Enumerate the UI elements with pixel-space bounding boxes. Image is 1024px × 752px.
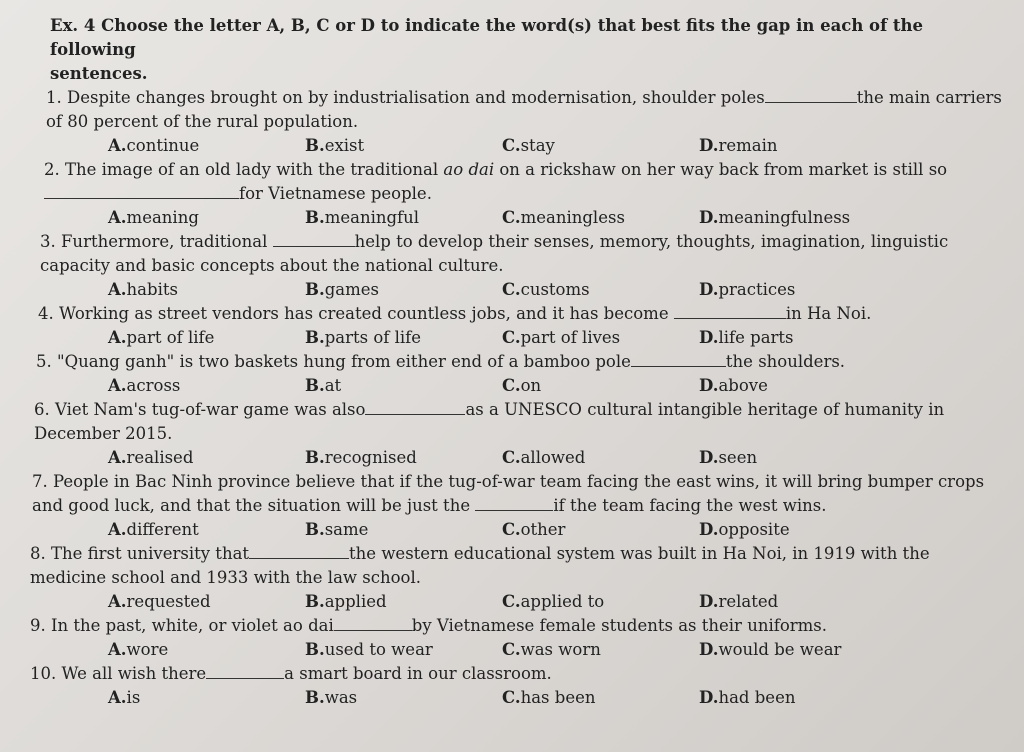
question-7-option-a: A.different	[108, 520, 199, 539]
question-8	[30, 542, 1010, 590]
question-9-option-b: B.used to wear	[305, 640, 433, 659]
question-5-option-c: C.on	[502, 376, 542, 395]
question-5-text-before: 5. "Quang ganh" is two baskets hung from either end of a bamboo pole	[36, 352, 631, 371]
question-10-option-d: D.had been	[699, 688, 796, 707]
question-1-options	[108, 134, 1010, 158]
question-10-option-c: C.has been	[502, 688, 596, 707]
question-1-text-after: the main carriers of 80 percent of the rural population.	[46, 88, 1002, 131]
question-3-option-c: C.customs	[502, 280, 590, 299]
question-7	[32, 470, 1010, 518]
question-3-text-before: 3. Furthermore, traditional	[40, 232, 268, 251]
question-8-option-d: D.related	[699, 592, 779, 611]
question-6-text-after: as a UNESCO cultural intangible heritage of humanity in December 2015.	[34, 400, 945, 443]
question-9-option-c: C.was worn	[502, 640, 601, 659]
question-4-option-d: D.life parts	[699, 328, 794, 347]
question-3-option-b: B.games	[305, 280, 379, 299]
question-9-option-a: A.wore	[108, 640, 169, 659]
question-7-option-b: B.same	[305, 520, 369, 539]
question-2-blank	[44, 184, 239, 199]
question-10-text-after: a smart board in our classroom.	[284, 664, 552, 683]
question-3-option-d: D.practices	[699, 280, 796, 299]
question-4-options	[108, 326, 1010, 350]
question-5-blank	[631, 352, 726, 367]
question-5-option-a: A.across	[108, 376, 181, 395]
question-7-option-d: D.opposite	[699, 520, 790, 539]
question-2-option-b: B.meaningful	[305, 208, 420, 227]
question-2-option-d: D.meaningfulness	[699, 208, 851, 227]
question-7-text-after: if the team facing the west wins.	[553, 496, 827, 515]
question-10	[30, 662, 1010, 686]
question-2	[44, 158, 1010, 206]
question-6-option-b: B.recognised	[305, 448, 417, 467]
question-5-options	[108, 374, 1010, 398]
question-8-option-a: A.requested	[108, 592, 211, 611]
question-7-option-c: C.other	[502, 520, 566, 539]
question-8-text-after: the western educational system was built in Ha Noi, in 1919 with the medicine school and 1933 with the law school.	[30, 544, 930, 587]
question-5-text-after: the shoulders.	[725, 352, 846, 371]
question-9-text-after: by Vietnamese female students as their uniforms.	[411, 616, 828, 635]
question-6-text-before: 6. Viet Nam's tug-of-war game was also	[34, 400, 366, 419]
question-1-text-before: 1. Despite changes brought on by industrialisation and modernisation, shoulder poles	[46, 88, 765, 107]
question-6-option-a: A.realised	[108, 448, 194, 467]
question-10-option-b: B.was	[305, 688, 358, 707]
question-7-blank	[475, 496, 553, 511]
question-8-text-before: 8. The first university that	[30, 544, 250, 563]
question-1-blank	[765, 88, 857, 103]
question-4-option-a: A.part of life	[108, 328, 215, 347]
question-5-option-b: B.at	[305, 376, 342, 395]
question-9	[30, 614, 1010, 638]
question-2-options	[108, 206, 1010, 230]
question-3-option-a: A.habits	[108, 280, 178, 299]
question-3	[40, 230, 1010, 278]
question-6-option-c: C.allowed	[502, 448, 586, 467]
question-9-options	[108, 638, 1010, 662]
question-8-option-b: B.applied	[305, 592, 387, 611]
question-2-text-middle: on a rickshaw on her way back from market is still so	[499, 160, 948, 179]
question-1-option-b: B.exist	[305, 136, 365, 155]
question-2-italic-term: ao dai	[443, 160, 495, 179]
question-3-blank	[273, 232, 355, 247]
question-5-option-d: D.above	[699, 376, 768, 395]
question-6	[34, 398, 1010, 446]
question-10-text-before: 10. We all wish there	[30, 664, 207, 683]
question-1-option-c: C.stay	[502, 136, 555, 155]
question-10-option-a: A.is	[108, 688, 141, 707]
question-4-text-before: 4. Working as street vendors has created countless jobs, and it has become	[38, 304, 669, 323]
question-4	[38, 302, 1010, 326]
question-8-option-c: C.applied to	[502, 592, 605, 611]
exercise-title	[50, 14, 1010, 86]
exercise-title-line-1: Ex. 4 Choose the letter A, B, C or D to indicate the word(s) that best fits the gap in each of the following	[50, 16, 924, 59]
question-4-blank	[674, 304, 786, 319]
question-9-option-d: D.would be wear	[699, 640, 842, 659]
question-1-option-d: D.remain	[699, 136, 778, 155]
question-2-text-before: 2. The image of an old lady with the traditional	[44, 160, 439, 179]
question-2-option-a: A.meaning	[108, 208, 199, 227]
question-7-text-before: 7. People in Bac Ninh province believe that if the tug-of-war team facing the east wins, it will bring bumper crops and good luck, and that the situation will be just the	[32, 472, 985, 515]
question-8-blank	[249, 544, 349, 559]
question-9-blank	[334, 616, 412, 631]
question-7-options	[108, 518, 1010, 542]
exercise-title-line-2: sentences.	[50, 64, 148, 83]
question-4-text-after: in Ha Noi.	[785, 304, 872, 323]
question-6-option-d: D.seen	[699, 448, 758, 467]
question-9-text-before: 9. In the past, white, or violet ao dai	[30, 616, 334, 635]
question-6-blank	[365, 400, 465, 415]
question-4-option-b: B.parts of life	[305, 328, 422, 347]
question-1	[46, 86, 1010, 134]
question-2-option-c: C.meaningless	[502, 208, 625, 227]
question-10-options	[108, 686, 1010, 710]
question-4-option-c: C.part of lives	[502, 328, 621, 347]
question-3-text-after: help to develop their senses, memory, thoughts, imagination, linguistic capacity and basic concepts about the national culture.	[40, 232, 949, 275]
question-3-options	[108, 278, 1010, 302]
question-5	[36, 350, 1010, 374]
question-2-text-after: for Vietnamese people.	[239, 184, 432, 203]
question-6-options	[108, 446, 1010, 470]
question-1-option-a: A.continue	[108, 136, 200, 155]
question-8-options	[108, 590, 1010, 614]
question-10-blank	[206, 664, 284, 679]
worksheet-page	[30, 14, 1010, 710]
